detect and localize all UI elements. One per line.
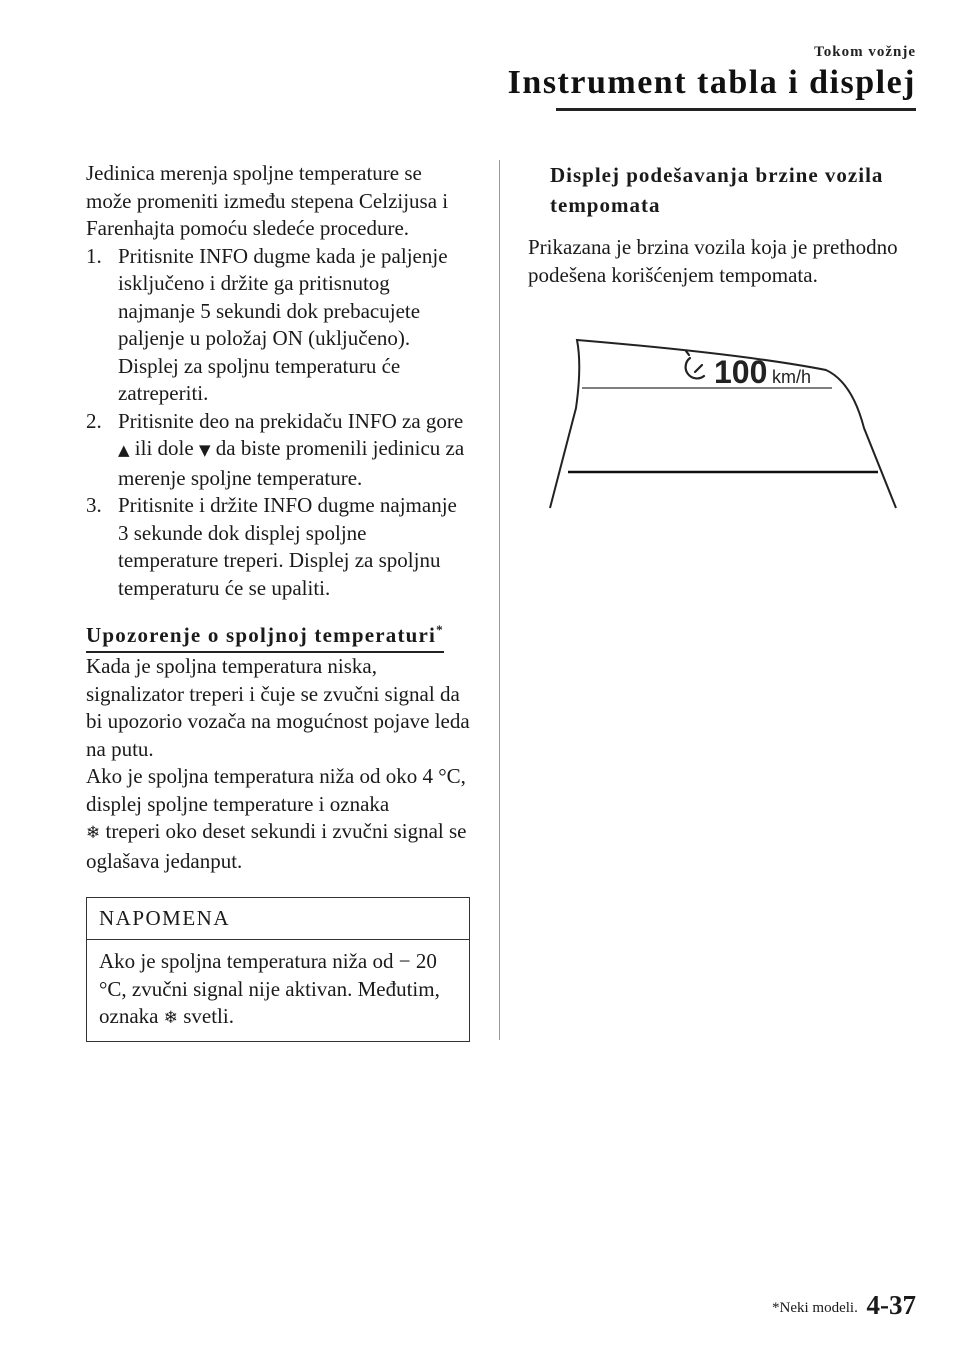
speed-value: 100 <box>714 354 768 390</box>
warning-text: treperi oko deset sekundi i zvučni signal se oglašava jedanput. <box>86 819 467 873</box>
note-title: NAPOMENA <box>87 898 469 940</box>
note-box <box>86 897 470 1042</box>
left-column <box>86 160 470 1042</box>
warning-text: Kada je spoljna temperatura niska, signalizator treperi i čuje se zvučni signal da bi upozorio vozača na mogućnost pojave leda na putu. <box>86 654 470 761</box>
down-arrow-icon: ▼ <box>198 441 211 459</box>
step-2 <box>86 408 470 493</box>
warning-paragraph <box>86 653 470 875</box>
footnote: *Neki modeli. <box>772 1300 858 1316</box>
page-number: 4-37 <box>866 1290 916 1320</box>
speed-unit: km/h <box>772 367 812 387</box>
step-number: 1. <box>86 243 102 268</box>
cruise-control-icon <box>686 351 704 378</box>
cruise-display-heading: Displej podešavanja brzine vozila tempomata <box>550 163 884 217</box>
step-text: Pritisnite i držite INFO dugme najmanje 3 sekunde dok displej spoljne temperature treperi. Displej za spoljnu temperaturu će se upaliti. <box>118 493 457 600</box>
step-text: Pritisnite deo na prekidaču INFO za gore <box>118 408 464 433</box>
page-title: Instrument tabla i displej <box>507 64 916 101</box>
step-1 <box>86 243 470 408</box>
note-text: Ako je spoljna temperatura niža od − 20 °C, zvučni signal nije aktivan. Međutim, oznaka <box>99 949 440 1028</box>
step-3 <box>86 492 470 602</box>
column-divider <box>499 160 500 1040</box>
intro-paragraph: Jedinica merenja spoljne temperature se može promeniti između stepena Celzijusa i Farenhajta pomoću sledeće procedure. <box>86 161 449 240</box>
warning-text: Ako je spoljna temperatura niža od oko 4 °C, displej spoljne temperature i oznaka <box>86 764 466 816</box>
up-arrow-icon: ▲ <box>118 441 130 459</box>
warning-heading <box>86 622 444 653</box>
warning-heading-text: Upozorenje o spoljnoj temperaturi <box>86 623 437 647</box>
cruise-display-paragraph: Prikazana je brzina vozila koja je prethodno podešena korišćenjem tempomata. <box>528 235 898 287</box>
step-text: Pritisnite INFO dugme kada je paljenje isključeno i držite ga pritisnutog najmanje 5 sekundi dok prebacujete paljenje u položaj ON (uključeno). Displej za spoljnu temperaturu će zatreperiti. <box>118 243 448 405</box>
section-label: Tokom vožnje <box>814 44 916 60</box>
step-number: 3. <box>86 493 102 517</box>
right-column <box>528 160 898 289</box>
step-text: da biste promenili jedinicu za merenje spoljne temperature. <box>118 436 465 490</box>
snowflake-icon: ❄ <box>163 1008 178 1028</box>
snowflake-icon: ❄ <box>86 823 101 843</box>
step-text: ili dole <box>129 436 199 460</box>
procedure-steps <box>86 243 470 603</box>
note-body <box>87 940 469 1041</box>
note-text: svetli. <box>177 1004 234 1028</box>
step-number: 2. <box>86 408 102 433</box>
header-rule <box>556 108 916 111</box>
cruise-speed-display-diagram <box>544 336 900 512</box>
footnote-mark: * <box>436 622 444 637</box>
